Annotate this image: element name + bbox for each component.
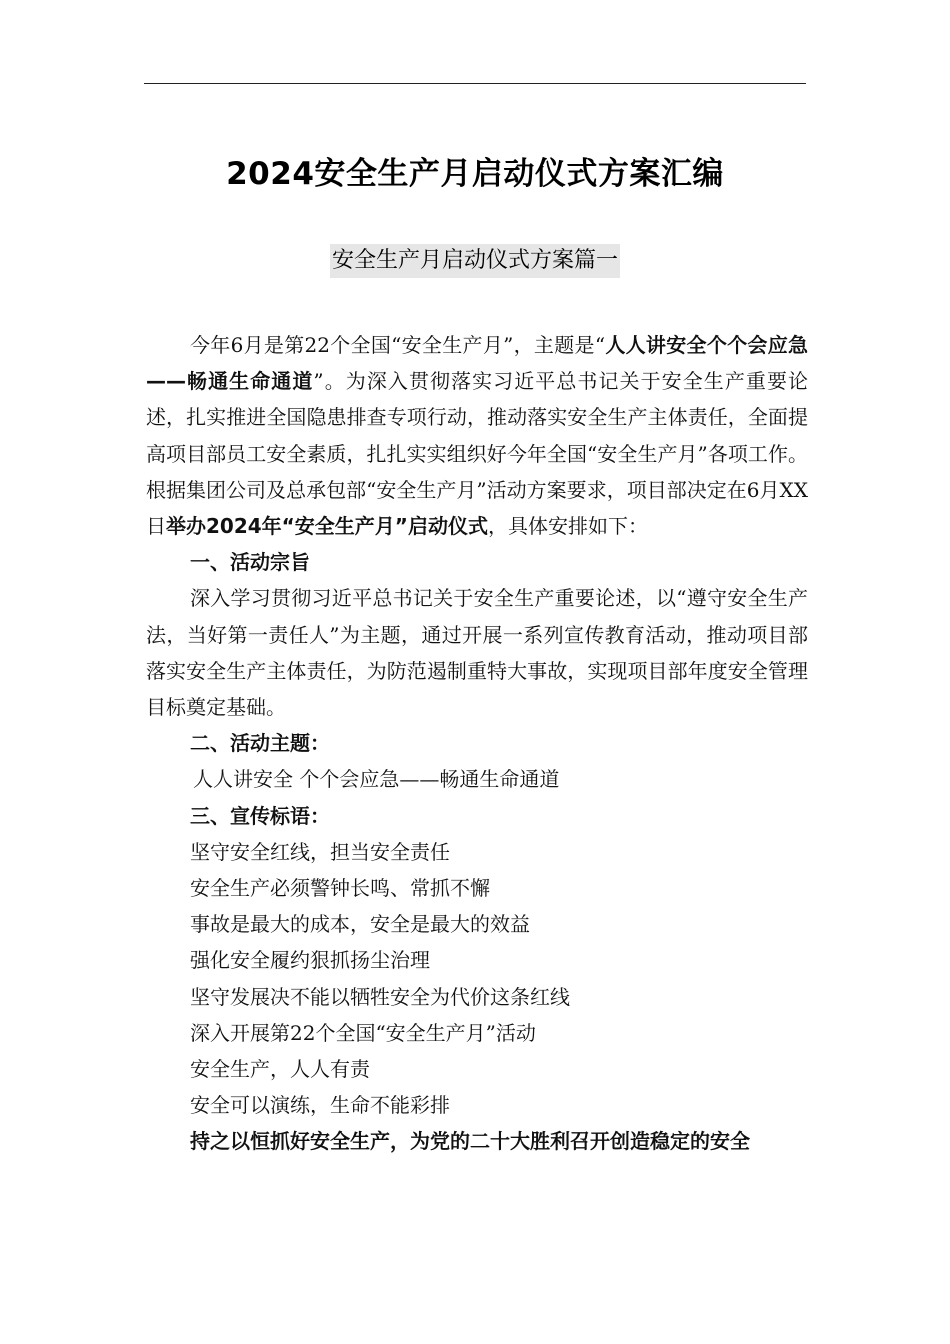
intro-paragraph: [146, 327, 808, 544]
document-title: 2024安全生产月启动仪式方案汇编: [226, 156, 724, 192]
intro-text-3: ，具体安排如下：: [487, 514, 648, 539]
closing-line: 持之以恒抓好安全生产，为党的二十大胜利召开创造稳定的安全: [190, 1129, 750, 1154]
slogans-heading: 三、宣传标语：: [190, 803, 330, 828]
slogan-item: 安全生产必须警钟长鸣、常抓不懈: [190, 876, 490, 901]
document-body: [146, 327, 808, 1160]
slogan-item: 安全可以演练，生命不能彩排: [190, 1093, 450, 1118]
slogan-item: 坚守安全红线，担当安全责任: [190, 839, 450, 864]
intro-text-1: 今年6月是第22个全国“安全生产月”，主题是“: [190, 333, 606, 357]
header-rule: [144, 83, 806, 84]
intro-text-2: ”。为深入贯彻落实习近平总书记关于安全生产重要论述，扎实推进全国隐患排查专项行动，推动落实安全生产主体责任，全面提高项目部员工安全素质，扎扎实实组织好今年全国“安全生产月”各项工作。根据集团公司及总承包部“安全生产月”活动方案要求，项目部决定在6月XX日: [146, 369, 808, 539]
intro-event-bold: 举办2024年“安全生产月”启动仪式: [166, 514, 488, 539]
section-heading-container: [0, 244, 950, 278]
intro-theme-bold: 人人讲安全个个会应急——畅通生命通道: [146, 333, 808, 394]
purpose-heading: 一、活动宗旨: [190, 550, 310, 575]
theme-text: 人人讲安全 个个会应急——畅通生命通道: [193, 767, 560, 792]
purpose-paragraph: 深入学习贯彻习近平总书记关于安全生产重要论述，以“遵守安全生产法，当好第一责任人”为主题，通过开展一系列宣传教育活动，推动项目部落实安全生产主体责任，为防范遏制重特大事故，实现项目部年度安全管理目标奠定基础。: [146, 586, 808, 720]
slogan-item: 坚守发展决不能以牺牲安全为代价这条红线: [190, 984, 570, 1009]
section-heading: 安全生产月启动仪式方案篇一: [330, 244, 620, 278]
theme-heading: 二、活动主题：: [190, 731, 330, 756]
slogan-item: 事故是最大的成本，安全是最大的效益: [190, 912, 530, 937]
slogan-item: 安全生产，人人有责: [190, 1057, 370, 1082]
slogan-item: 强化安全履约狠抓扬尘治理: [190, 948, 430, 973]
slogan-item: 深入开展第22个全国“安全生产月”活动: [190, 1020, 536, 1045]
